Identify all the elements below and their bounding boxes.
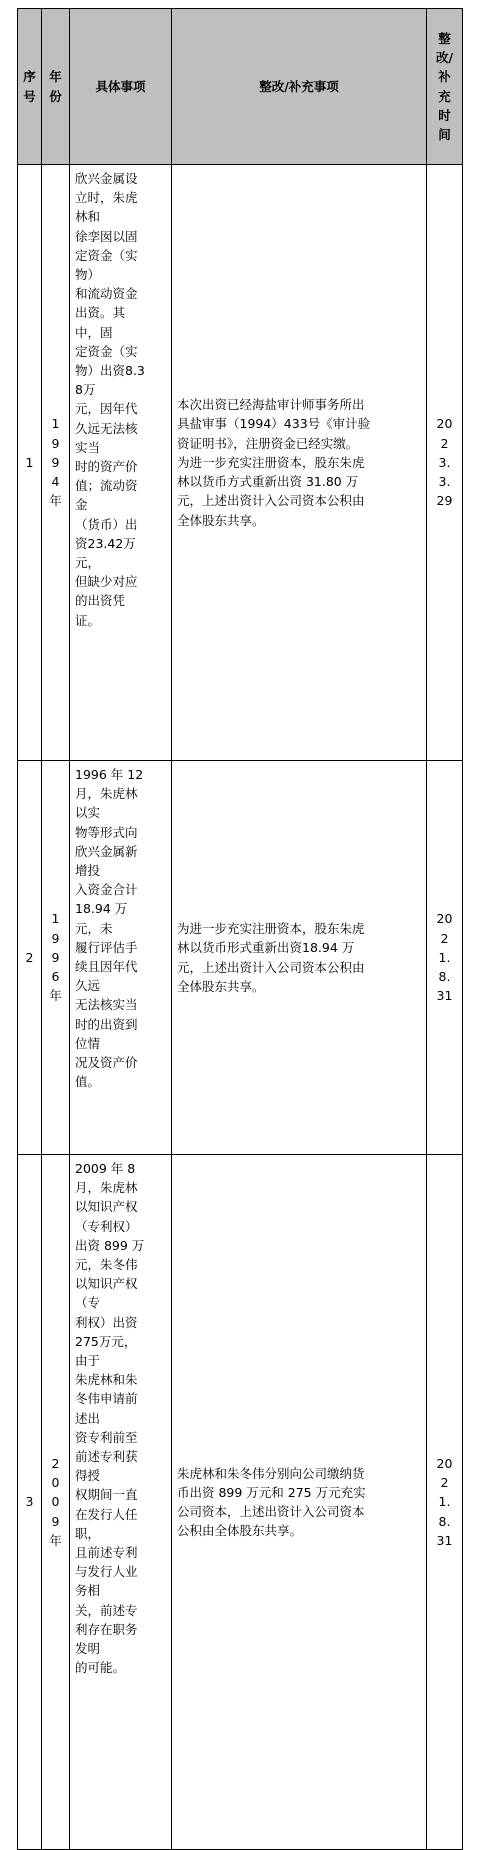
text-line: 以知识产权 bbox=[75, 1276, 138, 1292]
text-line: 1. bbox=[438, 1494, 451, 1510]
text-line: 履行评估手 bbox=[75, 939, 138, 955]
row-matter bbox=[70, 165, 172, 761]
text-line: 20 bbox=[436, 911, 453, 927]
text-line: 3. bbox=[438, 474, 451, 490]
text-line: 1 bbox=[51, 911, 60, 927]
row-matter bbox=[70, 761, 172, 1155]
row-year bbox=[42, 761, 70, 1155]
text-line: 位情 bbox=[75, 1035, 101, 1051]
text-line: 2 bbox=[440, 435, 449, 451]
text-line: 6 bbox=[51, 969, 60, 985]
text-line: 4 bbox=[51, 474, 60, 490]
text-line: 以实 bbox=[75, 805, 101, 821]
text-line: 全体股东共享。 bbox=[177, 512, 265, 528]
text-line: 本次出资已经海盐审计师事务所出 bbox=[177, 397, 365, 413]
header-row bbox=[18, 9, 463, 165]
text-line: 补 bbox=[438, 69, 451, 85]
text-line: 久远无法核 bbox=[75, 420, 138, 436]
text-line: 0 bbox=[51, 1475, 60, 1491]
text-line: 年 bbox=[49, 493, 62, 509]
text-line: 全体股东共享。 bbox=[177, 978, 265, 994]
text-line: 欣兴金属设 bbox=[75, 171, 138, 186]
header-time bbox=[427, 9, 463, 165]
text-line: 金 bbox=[75, 497, 88, 513]
text-line: 物等形式向 bbox=[75, 824, 138, 840]
text-line: 具盐审事（1994）433号《审计验 bbox=[177, 416, 371, 432]
table-row bbox=[18, 165, 463, 761]
text-line: 号 bbox=[23, 88, 36, 104]
row-fix bbox=[172, 165, 427, 761]
text-line: 在发行人任 bbox=[75, 1506, 138, 1522]
row-matter bbox=[70, 1155, 172, 1850]
text-line: 2 bbox=[51, 1455, 60, 1471]
text-line: 时的出资到 bbox=[75, 1016, 138, 1032]
text-line: 和流动资金 bbox=[75, 286, 138, 302]
text-line: 职， bbox=[75, 1525, 101, 1541]
text-line: 8. bbox=[438, 969, 451, 985]
text-line: 年 bbox=[49, 69, 62, 85]
text-line: 的出资凭 bbox=[75, 593, 126, 609]
text-line: 林以货币方式重新出资 31.80 万 bbox=[177, 474, 359, 490]
text-line: 元，朱冬伟 bbox=[75, 1257, 138, 1273]
text-line: 中，固 bbox=[75, 324, 113, 340]
text-line: 资证明书》，注册资金已经实缴。 bbox=[177, 435, 359, 451]
table-row bbox=[18, 1155, 463, 1850]
text-line: 值；流动资 bbox=[75, 478, 138, 494]
text-line: 29 bbox=[436, 493, 453, 509]
text-line: 与发行人业 bbox=[75, 1564, 138, 1580]
text-line: 改/ bbox=[435, 50, 454, 66]
row-time bbox=[427, 165, 463, 761]
text-line: 入资金合计 bbox=[75, 882, 138, 898]
text-line: 年 bbox=[49, 988, 62, 1004]
text-line: 18.94 万 bbox=[75, 901, 128, 917]
text-line: 物） bbox=[75, 267, 101, 283]
row-time bbox=[427, 761, 463, 1155]
text-line: 时的资产价 bbox=[75, 459, 138, 475]
text-line: 充 bbox=[438, 88, 451, 104]
text-line: 年 bbox=[49, 1532, 62, 1548]
text-line: 实当 bbox=[75, 439, 101, 455]
text-line: 朱虎林和朱冬伟分别向公司缴纳货 bbox=[177, 1465, 365, 1481]
text-line: 得授 bbox=[75, 1468, 101, 1484]
text-line: 权期间一直 bbox=[75, 1487, 138, 1503]
text-line: 9 bbox=[51, 435, 60, 451]
text-line: 元，因年代 bbox=[75, 401, 138, 417]
text-line: 无法核实当 bbox=[75, 997, 138, 1013]
row-year bbox=[42, 1155, 70, 1850]
text-line: 9 bbox=[51, 949, 60, 965]
text-line: 关，前述专 bbox=[75, 1602, 138, 1618]
text-line: 9 bbox=[51, 1513, 60, 1529]
text-line: 定资金（实 bbox=[75, 343, 138, 359]
text-line: 前述专利获 bbox=[75, 1449, 138, 1465]
header-fix: 整改/补充事项 bbox=[172, 9, 427, 165]
text-line: 元， bbox=[75, 555, 101, 571]
row-year bbox=[42, 165, 70, 761]
text-line: 续且因年代 bbox=[75, 959, 138, 975]
text-line: 值。 bbox=[75, 1074, 101, 1090]
text-line: 间 bbox=[438, 126, 451, 142]
text-line: （专 bbox=[75, 1295, 101, 1311]
text-line: 元，上述出资计入公司资本公积由 bbox=[177, 493, 365, 509]
text-line: 公积由全体股东共享。 bbox=[177, 1523, 303, 1539]
row-number: 1 bbox=[18, 165, 42, 761]
text-line: 欣兴金属新 bbox=[75, 843, 138, 859]
table-row bbox=[18, 761, 463, 1155]
text-line: 8. bbox=[438, 1513, 451, 1529]
text-line: 币出资 899 万元和 275 万元充实 bbox=[177, 1484, 366, 1500]
text-line: 为进一步充实注册资本，股东朱虎 bbox=[177, 921, 365, 937]
text-line: 20 bbox=[436, 1455, 453, 1471]
text-line: 2 bbox=[440, 1475, 449, 1491]
text-line: 林和 bbox=[75, 209, 101, 225]
text-line: 2 bbox=[440, 930, 449, 946]
header-no bbox=[18, 9, 42, 165]
text-line: 以知识产权 bbox=[75, 1199, 138, 1215]
text-line: 发明 bbox=[75, 1641, 101, 1657]
text-line: 林以货币形式重新出资18.94 万 bbox=[177, 940, 355, 956]
text-line: （专利权） bbox=[75, 1218, 138, 1234]
text-line: 2009 年 8 bbox=[75, 1161, 136, 1176]
text-line: （货币）出 bbox=[75, 516, 138, 532]
text-line: 由于 bbox=[75, 1353, 101, 1369]
text-line: 徐孪囡以固 bbox=[75, 228, 138, 244]
text-line: 出资 899 万 bbox=[75, 1237, 145, 1253]
row-number: 3 bbox=[18, 1155, 42, 1850]
text-line: 0 bbox=[51, 1494, 60, 1510]
text-line: 20 bbox=[436, 416, 453, 432]
text-line: 275万元， bbox=[75, 1333, 137, 1349]
text-line: 元，上述出资计入公司资本公积由 bbox=[177, 959, 365, 975]
text-line: 立时，朱虎 bbox=[75, 190, 138, 206]
text-line: 1 bbox=[51, 416, 60, 432]
text-line: 定资金（实 bbox=[75, 247, 138, 263]
document-page bbox=[17, 8, 462, 1850]
text-line: 1996 年 12 bbox=[75, 767, 144, 782]
text-line: 序 bbox=[23, 69, 36, 85]
text-line: 整 bbox=[438, 30, 451, 46]
text-line: 出资。其 bbox=[75, 305, 126, 321]
row-time bbox=[427, 1155, 463, 1850]
text-line: 朱虎林和朱 bbox=[75, 1372, 138, 1388]
text-line: 1. bbox=[438, 949, 451, 965]
row-number: 2 bbox=[18, 761, 42, 1155]
text-line: 证。 bbox=[75, 612, 101, 628]
text-line: 增投 bbox=[75, 863, 101, 879]
text-line: 且前述专利 bbox=[75, 1545, 138, 1561]
text-line: 月，朱虎林 bbox=[75, 1180, 138, 1196]
header-matter: 具体事项 bbox=[70, 9, 172, 165]
text-line: 久远 bbox=[75, 978, 101, 994]
text-line: 31 bbox=[436, 1532, 453, 1548]
text-line: 公司资本，上述出资计入公司资本 bbox=[177, 1504, 365, 1519]
text-line: 31 bbox=[436, 988, 453, 1004]
text-line: 份 bbox=[49, 88, 62, 104]
text-line: 月，朱虎林 bbox=[75, 786, 138, 802]
text-line: 利权）出资 bbox=[75, 1314, 138, 1330]
text-line: 3. bbox=[438, 454, 451, 470]
text-line: 元，未 bbox=[75, 920, 113, 936]
rectification-table bbox=[17, 8, 463, 1850]
text-line: 9 bbox=[51, 454, 60, 470]
text-line: 资专利前至 bbox=[75, 1429, 138, 1445]
row-fix bbox=[172, 761, 427, 1155]
text-line: 述出 bbox=[75, 1410, 101, 1426]
text-line: 9 bbox=[51, 930, 60, 946]
text-line: 冬伟申请前 bbox=[75, 1391, 138, 1407]
text-line: 况及资产价 bbox=[75, 1055, 138, 1071]
text-line: 务相 bbox=[75, 1583, 101, 1599]
text-line: 时 bbox=[438, 107, 451, 123]
row-fix bbox=[172, 1155, 427, 1850]
text-line: 资23.42万 bbox=[75, 535, 136, 551]
text-line: 的可能。 bbox=[75, 1660, 126, 1676]
text-line: 为进一步充实注册资本，股东朱虎 bbox=[177, 454, 365, 470]
text-line: 利存在职务 bbox=[75, 1621, 138, 1637]
text-line: 8万 bbox=[75, 382, 96, 398]
header-year bbox=[42, 9, 70, 165]
text-line: 但缺少对应 bbox=[75, 574, 138, 590]
text-line: 物）出资8.3 bbox=[75, 363, 145, 379]
